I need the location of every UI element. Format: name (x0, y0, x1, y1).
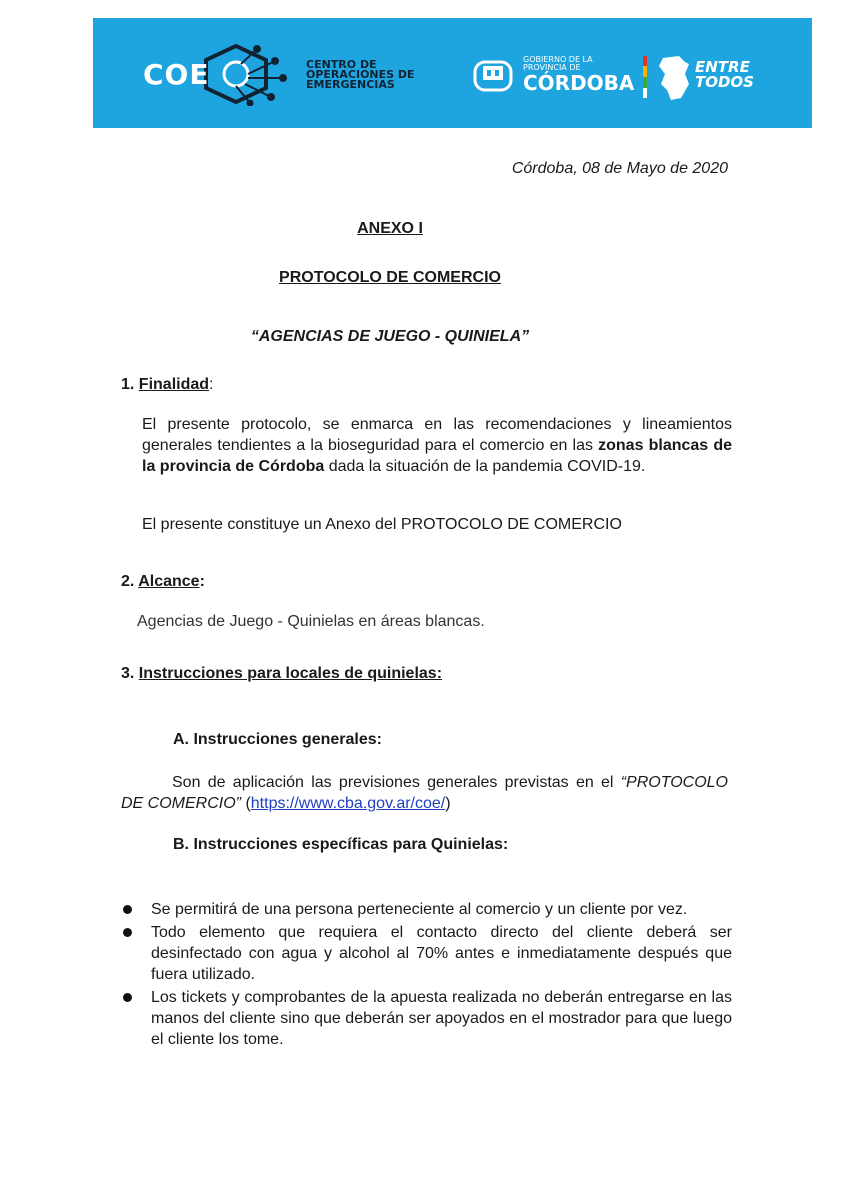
paragraph-italic: “PROTOCOLO DE COMERCIO” (121, 774, 728, 812)
section-2-heading (121, 573, 205, 591)
section-title: Finalidad (138, 376, 210, 393)
slogan: ENTRE TODOS (695, 58, 754, 91)
section-2-scope: Agencias de Juego - Quinielas en áreas blancas. (137, 613, 485, 630)
coe-link[interactable]: https://www.cba.gov.ar/coe/ (250, 795, 446, 812)
paragraph-text: ( (241, 795, 251, 812)
section-number: 1. (121, 376, 135, 393)
section-title: Alcance (138, 573, 200, 590)
protocol-title: PROTOCOLO DE COMERCIO (279, 269, 501, 286)
section-colon: : (199, 573, 205, 590)
paragraph-text: El presente protocolo, se enmarca en las recomendaciones y lineamientos generales tendientes a la bioseguridad para el comercio en las (142, 416, 732, 454)
coe-short-name: COE (143, 58, 210, 91)
document-subtitle: “AGENCIAS DE JUEGO - QUINIELA” (250, 328, 530, 345)
section-3-heading (121, 665, 442, 683)
section-1-heading (121, 376, 213, 394)
section-1-paragraph (142, 414, 732, 477)
document-date: Córdoba, 08 de Mayo de 2020 (511, 160, 728, 177)
color-stripe-icon (643, 56, 647, 98)
paragraph-bold: zonas blancas de la provincia de Córdoba (142, 437, 733, 475)
list-item: Todo elemento que requiera el contacto directo del cliente deberá ser desinfectado con agua y alcohol al 70% antes e inmediatamente después que fuera utilizado. (122, 922, 732, 985)
section-colon: : (209, 376, 214, 393)
list-item: Los tickets y comprobantes de la apuesta realizada no deberán entregarse en las manos del cliente sino que deberán ser apoyados en el mostrador para que luego el cliente los tome. (122, 987, 732, 1050)
section-number: 3. (121, 665, 135, 682)
section-1-annex-note: El presente constituye un Anexo del PROTOCOLO DE COMERCIO (142, 516, 622, 533)
paragraph-text: Son de aplicación las previsiones generales previstas en el (172, 774, 621, 791)
paragraph-text: ) (445, 795, 451, 812)
header-banner (93, 18, 812, 128)
paragraph-text: dada la situación de la pandemia COVID-19. (324, 458, 646, 475)
cordoba-shield-icon (469, 56, 517, 96)
subsection-b-title: B. Instrucciones específicas para Quinielas: (173, 836, 509, 853)
subsection-a-title: A. Instrucciones generales: (173, 731, 382, 748)
subsection-a-paragraph (121, 772, 728, 814)
gov-caption: GOBIERNO DE LA PROVINCIA DE (523, 55, 593, 72)
instructions-list (122, 899, 732, 1052)
annex-title: ANEXO I (357, 220, 423, 237)
coe-full-name: CENTRO DE OPERACIONES DE EMERGENCIAS (306, 58, 415, 91)
list-item: Se permitirá de una persona perteneciente al comercio y un cliente por vez. (122, 899, 732, 920)
province-map-icon (655, 54, 693, 102)
section-title: Instrucciones para locales de quinielas: (138, 665, 443, 682)
section-number: 2. (121, 573, 135, 590)
gov-province-name: CÓRDOBA (523, 71, 635, 95)
